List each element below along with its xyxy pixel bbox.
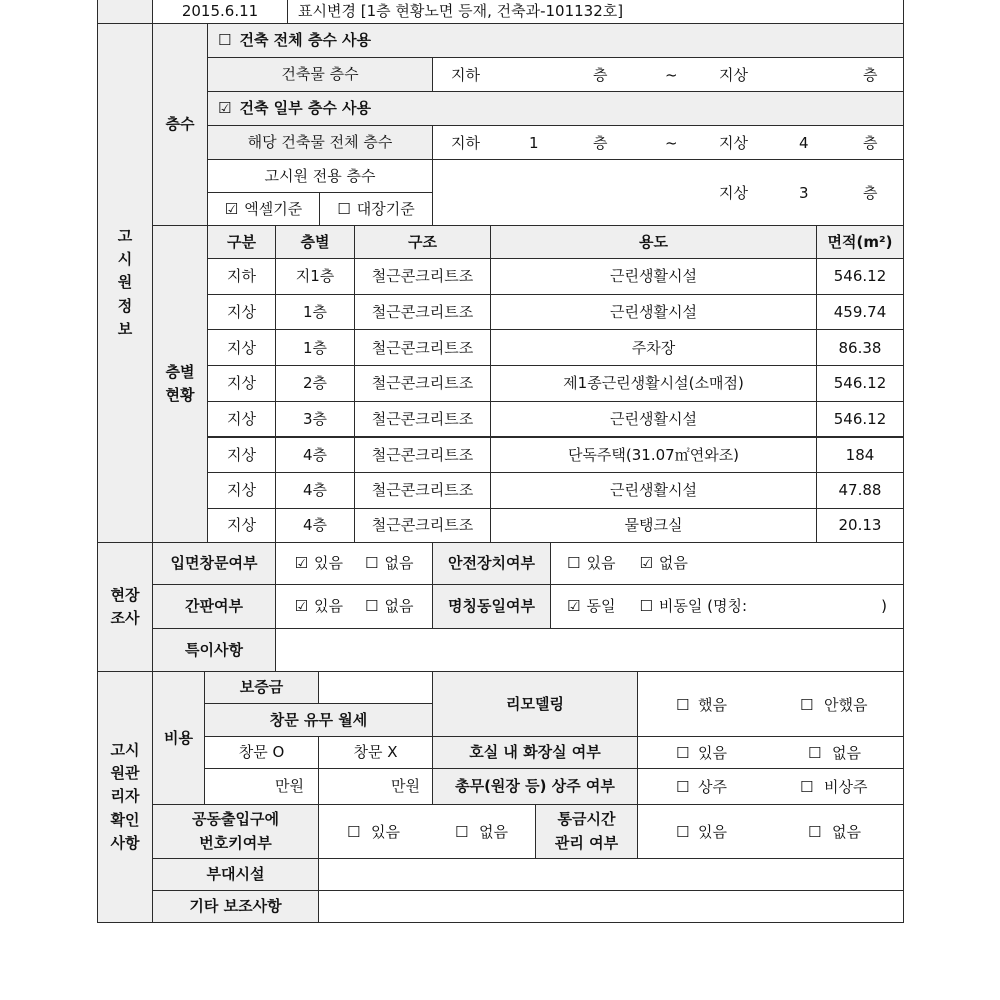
floor-table-area-cell: 184 — [816, 437, 904, 474]
toilet-options[interactable] — [637, 736, 904, 769]
section-char: 고 — [117, 226, 133, 245]
floor-table-structure-cell: 철근콘크리트조 — [354, 294, 491, 331]
signboard-options[interactable] — [275, 584, 433, 629]
use-part-floors-row[interactable] — [207, 91, 904, 126]
top-left-blank-cell — [97, 0, 153, 24]
floor-table-usage-cell: 근린생활시설 — [490, 294, 817, 331]
exclusive-floors-label: 고시원 전용 층수 — [207, 159, 433, 193]
name-diff-label: 비동일 (명칭: — [658, 597, 748, 616]
floor-table-category-cell: 지상 — [207, 401, 276, 438]
floor-table-area-cell: 546.12 — [816, 401, 904, 438]
floor-table-structure-cell: 철근콘크리트조 — [354, 258, 491, 295]
staff-yes-checkbox[interactable]: ☐ — [676, 778, 690, 797]
section-line: 확인 — [110, 810, 140, 829]
floor-status-label-line: 현황 — [165, 386, 195, 404]
name-diff-close: ) — [881, 597, 887, 616]
floor-table-usage-cell: 근린생활시설 — [490, 472, 817, 509]
floor-table-area-header: 면적(m²) — [816, 225, 904, 259]
total-floors-value-cell[interactable] — [432, 125, 904, 160]
floor-table-structure-cell: 철근콘크리트조 — [354, 401, 491, 438]
history-note — [287, 0, 904, 24]
keypad-no-label: 없음 — [479, 823, 508, 842]
signboard-no-label: 없음 — [384, 597, 414, 616]
total-floors-label: 해당 건축물 전체 층수 — [207, 125, 433, 160]
keypad-label-line: 공동출입구에 — [192, 810, 279, 829]
floor-table-usage-header: 용도 — [490, 225, 817, 259]
curfew-yes-checkbox[interactable]: ☐ — [676, 823, 690, 842]
history-date-text: 2015.6.11 — [181, 1, 259, 20]
below-unit: 층 — [593, 134, 608, 153]
facilities-field[interactable] — [318, 858, 904, 891]
curfew-options[interactable] — [637, 804, 904, 859]
section-line: 사항 — [110, 833, 140, 852]
name-same-label: 동일 — [586, 597, 616, 616]
floor-table-area-cell: 459.74 — [816, 294, 904, 331]
section-line: 원관 — [110, 764, 140, 783]
use-part-floors-checkbox[interactable]: ☑ — [218, 99, 232, 118]
staff-no-checkbox[interactable]: ☐ — [800, 778, 814, 797]
toilet-label: 호실 내 화장실 여부 — [432, 736, 638, 769]
manager-check-section-label — [97, 671, 153, 923]
safety-yes-label: 있음 — [586, 554, 616, 573]
safety-no-checkbox[interactable]: ☑ — [639, 554, 653, 573]
curfew-no-checkbox[interactable]: ☐ — [808, 823, 822, 842]
curfew-no-label: 없음 — [832, 823, 861, 842]
window-x-rent-field[interactable]: 만원 — [318, 768, 433, 805]
floor-table-structure-cell: 철근콘크리트조 — [354, 365, 491, 402]
use-part-floors-label: 건축 일부 층수 사용 — [239, 99, 372, 118]
floor-table-floor-cell: 2층 — [275, 365, 355, 402]
deposit-field[interactable] — [318, 671, 433, 704]
excel-basis-checkbox[interactable]: ☑ — [224, 199, 239, 218]
window-o-label: 창문 O — [204, 736, 319, 769]
floor-table-category-cell: 지상 — [207, 365, 276, 402]
signboard-no-checkbox[interactable]: ☐ — [365, 597, 379, 616]
toilet-no-label: 없음 — [832, 744, 861, 763]
floor-table-category-cell: 지상 — [207, 437, 276, 474]
use-all-floors-label: 건축 전체 층수 사용 — [239, 31, 372, 50]
floor-table-area-cell: 20.13 — [816, 508, 904, 543]
remarks-field[interactable] — [275, 628, 904, 672]
history-date — [152, 0, 288, 24]
floor-table-structure-header: 구조 — [354, 225, 491, 259]
floor-table-floor-cell: 지1층 — [275, 258, 355, 295]
keypad-no-checkbox[interactable]: ☐ — [455, 823, 469, 842]
other-notes-label: 기타 보조사항 — [152, 890, 319, 923]
floor-table-usage-cell: 제1종근린생활시설(소매점) — [490, 365, 817, 402]
below-prefix: 지하 — [451, 66, 480, 85]
keypad-label-line: 번호키여부 — [199, 833, 272, 852]
floor-table-category-cell: 지상 — [207, 508, 276, 543]
toilet-yes-checkbox[interactable]: ☐ — [676, 744, 690, 763]
safety-device-label: 안전장치여부 — [432, 542, 551, 585]
keypad-yes-checkbox[interactable]: ☐ — [347, 823, 361, 842]
signboard-yes-label: 있음 — [314, 597, 343, 616]
curfew-yes-label: 있음 — [698, 823, 727, 842]
floor-table-area-cell: 86.38 — [816, 329, 904, 366]
keypad-yes-label: 있음 — [371, 823, 400, 842]
floor-table-floor-cell: 3층 — [275, 401, 355, 438]
floor-table-area-cell: 546.12 — [816, 258, 904, 295]
history-note-text: 표시변경 [1층 현황노면 등재, 건축과-101132호] — [298, 1, 624, 20]
ledger-basis-label: 대장기준 — [356, 199, 415, 218]
floor-table-usage-cell: 주차장 — [490, 329, 817, 366]
section-line: 조사 — [110, 609, 140, 627]
floor-table-category-cell: 지상 — [207, 294, 276, 331]
remodeling-yes-checkbox[interactable]: ☐ — [676, 695, 690, 714]
section-line: 리자 — [110, 787, 140, 806]
staff-resident-label: 총무(원장 등) 상주 여부 — [432, 768, 638, 805]
floor-table-floor-cell: 1층 — [275, 329, 355, 366]
curfew-label-line: 통금시간 — [557, 810, 616, 829]
remodeling-yes-label: 했음 — [698, 695, 727, 714]
remodeling-no-label: 안했음 — [824, 695, 868, 714]
floor-table-floor-cell: 4층 — [275, 508, 355, 543]
section-char: 보 — [117, 319, 133, 338]
above-value[interactable]: 4 — [799, 134, 809, 153]
floor-status-label — [152, 225, 208, 543]
floor-table-structure-cell: 철근콘크리트조 — [354, 329, 491, 366]
building-floors-value-cell[interactable] — [432, 57, 904, 92]
excel-basis-cell[interactable] — [207, 192, 320, 226]
window-rent-label: 창문 유무 월세 — [204, 703, 433, 737]
floor-status-label-line: 층별 — [165, 362, 195, 381]
window-o-rent-field[interactable]: 만원 — [204, 768, 319, 805]
above-prefix: 지상 — [719, 184, 748, 203]
curfew-label-line: 관리 여부 — [554, 833, 619, 852]
floors-label: 층수 — [152, 23, 208, 226]
window-no-label: 없음 — [384, 554, 414, 573]
remarks-label: 특이사항 — [152, 628, 276, 672]
section-char: 시 — [117, 250, 133, 269]
floor-table-usage-cell: 근린생활시설 — [490, 401, 817, 438]
window-facade-label: 입면창문여부 — [152, 542, 276, 585]
floor-table-usage-cell: 근린생활시설 — [490, 258, 817, 295]
window-yes-checkbox[interactable]: ☑ — [294, 554, 309, 573]
above-prefix: 지상 — [719, 66, 748, 85]
floor-table-structure-cell: 철근콘크리트조 — [354, 508, 491, 543]
safety-no-label: 없음 — [658, 554, 688, 573]
above-unit: 층 — [863, 184, 878, 203]
floor-table-category-cell: 지상 — [207, 329, 276, 366]
toilet-no-checkbox[interactable]: ☐ — [808, 744, 822, 763]
staff-resident-options[interactable] — [637, 768, 904, 805]
floor-table-floor-cell: 4층 — [275, 472, 355, 509]
below-value[interactable]: 1 — [529, 134, 539, 153]
gosiwon-info-section-label — [97, 23, 153, 543]
facilities-label: 부대시설 — [152, 858, 319, 891]
floor-table-structure-cell: 철근콘크리트조 — [354, 472, 491, 509]
window-x-label: 창문 X — [318, 736, 433, 769]
keypad-options[interactable] — [318, 804, 536, 859]
above-unit: 층 — [863, 134, 878, 153]
ledger-basis-cell[interactable] — [319, 192, 433, 226]
above-prefix: 지상 — [719, 134, 748, 153]
remodeling-label: 리모델링 — [432, 671, 638, 737]
window-facade-options[interactable] — [275, 542, 433, 585]
window-no-checkbox[interactable]: ☐ — [365, 554, 379, 573]
above-unit: 층 — [863, 66, 878, 85]
floor-table-usage-cell: 단독주택(31.07㎡연와조) — [490, 437, 817, 474]
staff-no-label: 비상주 — [824, 778, 868, 797]
name-diff-checkbox[interactable]: ☐ — [639, 597, 653, 616]
staff-yes-label: 상주 — [698, 778, 727, 797]
window-yes-label: 있음 — [314, 554, 343, 573]
section-line: 고시 — [110, 740, 140, 759]
floor-table-structure-cell: 철근콘크리트조 — [354, 437, 491, 474]
name-same-checkbox[interactable]: ☑ — [567, 597, 581, 616]
building-floors-label: 건축물 층수 — [207, 57, 433, 92]
safety-device-options[interactable] — [550, 542, 904, 585]
above-value[interactable]: 3 — [799, 184, 809, 203]
exclusive-floors-value-cell[interactable] — [432, 159, 904, 226]
curfew-label — [535, 804, 638, 859]
tilde: ~ — [665, 134, 678, 153]
keypad-label — [152, 804, 319, 859]
cost-label: 비용 — [152, 671, 205, 805]
floor-table-floor-cell: 4층 — [275, 437, 355, 474]
floor-table-category-cell: 지하 — [207, 258, 276, 295]
floor-table-category-header: 구분 — [207, 225, 276, 259]
safety-yes-checkbox[interactable]: ☐ — [567, 554, 581, 573]
tilde: ~ — [665, 66, 678, 85]
floor-table-area-cell: 47.88 — [816, 472, 904, 509]
excel-basis-label: 엑셀기준 — [244, 199, 303, 218]
remodeling-options[interactable] — [637, 671, 904, 737]
floor-table-floor-header: 층별 — [275, 225, 355, 259]
other-notes-field[interactable] — [318, 890, 904, 923]
ledger-basis-checkbox[interactable]: ☐ — [337, 199, 351, 218]
section-char: 원 — [117, 273, 133, 292]
toilet-yes-label: 있음 — [698, 744, 727, 763]
name-match-options[interactable] — [550, 584, 904, 629]
floor-table-usage-cell: 물탱크실 — [490, 508, 817, 543]
section-line: 현장 — [110, 585, 140, 604]
floor-table-area-cell: 546.12 — [816, 365, 904, 402]
signboard-yes-checkbox[interactable]: ☑ — [294, 597, 309, 616]
below-prefix: 지하 — [451, 134, 480, 153]
below-unit: 층 — [593, 66, 608, 85]
section-char: 정 — [117, 296, 133, 315]
name-match-label: 명칭동일여부 — [432, 584, 551, 629]
remodeling-no-checkbox[interactable]: ☐ — [800, 695, 814, 714]
deposit-label: 보증금 — [204, 671, 319, 704]
use-all-floors-row[interactable] — [207, 23, 904, 58]
floor-table-floor-cell: 1층 — [275, 294, 355, 331]
use-all-floors-checkbox[interactable]: ☐ — [218, 31, 232, 50]
site-survey-section-label — [97, 542, 153, 672]
floor-table-category-cell: 지상 — [207, 472, 276, 509]
signboard-label: 간판여부 — [152, 584, 276, 629]
